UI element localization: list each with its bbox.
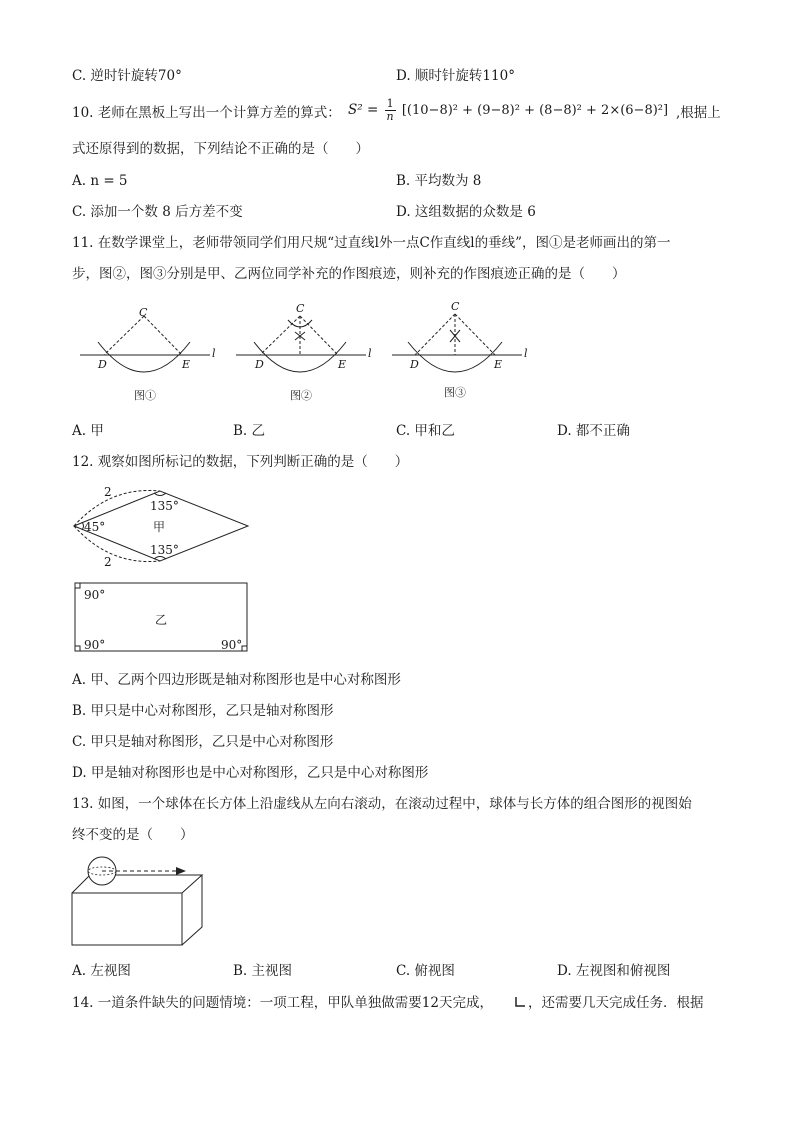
q13-stem-line2: 终不变的是（ ）: [72, 827, 194, 843]
q12-jia-angle-top: 135°: [150, 499, 179, 513]
q9-option-d: D. 顺时针旋转110°: [396, 68, 515, 84]
q12-yi-angle-br: 90°: [221, 638, 243, 652]
q10-option-d: D. 这组数据的众数是 6: [396, 204, 536, 220]
q13-option-c: C. 俯视图: [396, 963, 455, 979]
q11-stem-line2: 步，图②，图③分别是甲、乙两位同学补充的作图痕迹，则补充的作图痕迹正确的是（ ）: [72, 266, 626, 282]
q10-stem-suffix: ,根据上: [676, 105, 721, 121]
q13-option-b: B. 主视图: [233, 963, 293, 979]
q11-option-d: D. 都不正确: [557, 423, 630, 439]
q10-option-a: A. n = 5: [72, 173, 128, 189]
q12-jia-angle-bottom: 135°: [150, 543, 179, 557]
q12-option-a: A. 甲、乙两个四边形既是轴对称图形也是中心对称图形: [72, 672, 401, 688]
q10-formula-den: n: [386, 110, 394, 123]
q11-fig1-label-e: E: [182, 358, 191, 371]
q12-jia-side-bottom: 2: [104, 555, 112, 569]
q11-fig2-label-l: l: [368, 347, 372, 360]
q10-formula: [348, 98, 668, 123]
q10-option-c: C. 添加一个数 8 后方差不变: [72, 204, 243, 220]
q11-fig1-label-d: D: [98, 358, 107, 371]
q10-formula-num: 1: [386, 97, 394, 110]
q12-option-c: C. 甲只是轴对称图形，乙只是中心对称图形: [72, 734, 334, 750]
q12-yi-angle-bl: 90°: [84, 638, 106, 652]
q11-fig3-label-l: l: [524, 347, 528, 360]
q10-option-b: B. 平均数为 8: [396, 173, 482, 189]
q12-yi-angle-tl: 90°: [84, 588, 106, 602]
q11-fig1-label-c: C: [139, 306, 148, 319]
missing-condition-blank-icon: [513, 996, 527, 1010]
q13-option-d: D. 左视图和俯视图: [557, 963, 671, 979]
q12-yi-name: 乙: [155, 613, 168, 627]
q13-stem-line1: 13. 如图，一个球体在长方体上沿虚线从左向右滚动，在滚动过程中，球体与长方体的组合图形的视图始: [72, 796, 692, 812]
q11-fig3-label-e: E: [494, 358, 503, 371]
q11-fig2-label-d: D: [255, 358, 264, 371]
q11-option-b: B. 乙: [233, 423, 266, 439]
q11-option-a: A. 甲: [72, 423, 104, 439]
q9-option-c: C. 逆时针旋转70°: [72, 68, 182, 84]
q11-fig2-caption: 图②: [290, 389, 312, 402]
q12-jia-side-top: 2: [104, 485, 112, 499]
q11-fig1-label-l: l: [212, 347, 216, 360]
q10-formula-fraction: [385, 98, 396, 123]
q11-fig1-caption: 图①: [134, 389, 156, 402]
q11-fig3-label-d: D: [410, 358, 419, 371]
q10-formula-lhs: S² =: [348, 102, 379, 118]
q11-fig3-label-c: C: [451, 300, 460, 313]
q12-jia-name: 甲: [153, 520, 166, 534]
q10-formula-body: [(10−8)² + (9−8)² + (8−8)² + 2×(6−8)²]: [401, 103, 669, 118]
q11-fig2-label-c: C: [296, 302, 305, 315]
q14-stem-line1a: 14. 一道条件缺失的问题情境：一项工程，甲队单独做需要12天完成，: [72, 995, 493, 1011]
q10-stem-prefix: 10. 老师在黑板上写出一个计算方差的算式：: [72, 105, 341, 121]
q12-stem: 12. 观察如图所标记的数据，下列判断正确的是（ ）: [72, 454, 409, 470]
q13-figure-box-sphere: [70, 855, 220, 950]
q14-stem-line1b: ，还需要几天完成任务．根据: [528, 995, 704, 1011]
q12-option-b: B. 甲只是中心对称图形，乙只是轴对称图形: [72, 703, 334, 719]
q11-fig2-label-e: E: [338, 358, 347, 371]
q10-stem-line2: 式还原得到的数据，下列结论不正确的是（ ）: [72, 141, 369, 157]
q12-jia-angle-left: 45°: [84, 520, 106, 534]
q11-stem-line1: 11. 在数学课堂上，老师带领同学们用尺规“过直线l外一点C作直线l的垂线”，图①是老师画出的第一: [72, 235, 671, 251]
q13-option-a: A. 左视图: [72, 963, 131, 979]
q11-option-c: C. 甲和乙: [396, 423, 455, 439]
q12-option-d: D. 甲是轴对称图形也是中心对称图形，乙只是中心对称图形: [72, 765, 429, 781]
q11-fig3-caption: 图③: [444, 386, 466, 399]
